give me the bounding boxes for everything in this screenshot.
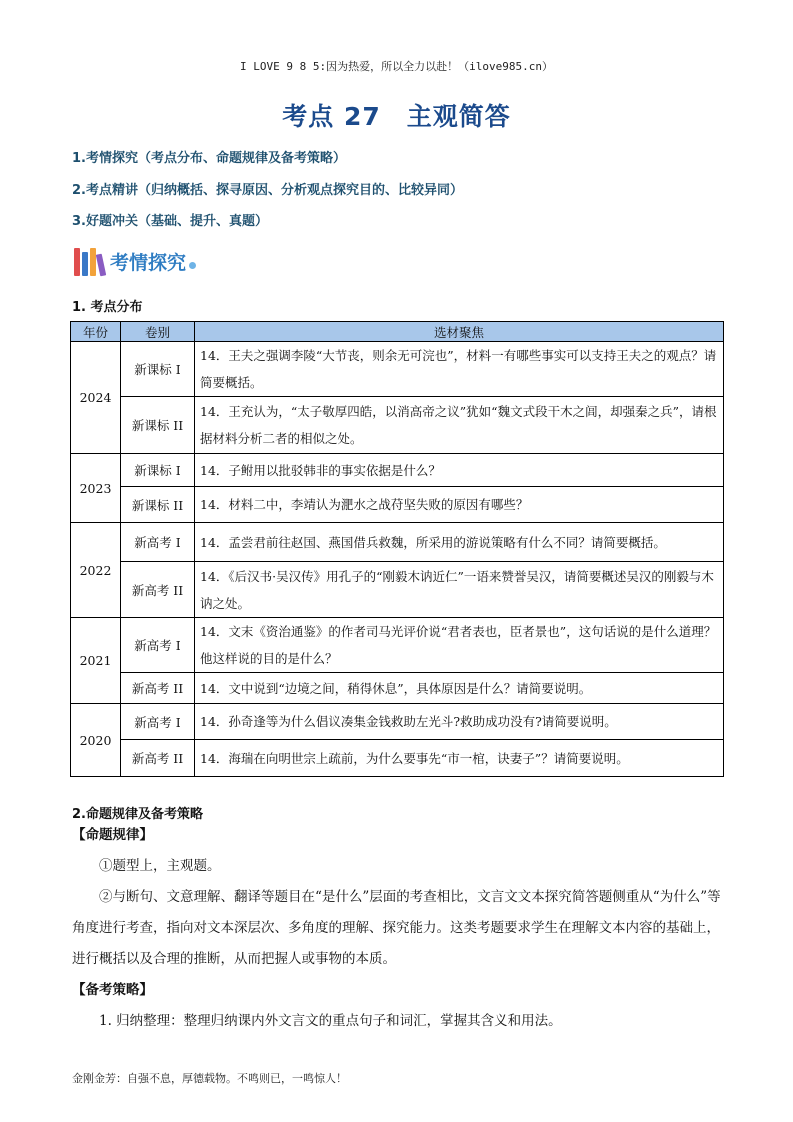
paper-cell: 新课标 II (121, 487, 195, 523)
toc-item-3: 3.好题冲关（基础、提升、真题） (72, 214, 268, 229)
year-cell: 2022 (71, 523, 121, 618)
table-header-row (71, 322, 724, 342)
question-cell: 14．《后汉书·吴汉传》用孔子的“刚毅木讷近仁”一语来赞誉吴汉，请简要概述吴汉的刚毅与木讷之处。 (195, 562, 724, 618)
paper-cell: 新课标 II (121, 397, 195, 454)
table-row (71, 397, 724, 454)
dot-icon (189, 262, 196, 269)
rule-item: ①题型上，主观题。 (99, 858, 221, 874)
paper-cell: 新高考 II (121, 673, 195, 704)
paper-cell: 新高考 I (121, 618, 195, 673)
question-cell: 14．材料二中，李靖认为淝水之战苻坚失败的原因有哪些？ (195, 487, 724, 523)
question-cell: 14．孟尝君前往赵国、燕国借兵救魏，所采用的游说策略有什么不同？请简要概括。 (195, 523, 724, 562)
table-row (71, 523, 724, 562)
year-cell: 2020 (71, 704, 121, 777)
paper-cell: 新高考 II (121, 562, 195, 618)
question-cell: 14．孙奇逢等为什么倡议凑集金钱救助左光斗?救助成功没有?请简要说明。 (195, 704, 724, 740)
question-cell: 14．文末《资治通鉴》的作者司马光评价说“君者表也，臣者景也”，这句话说的是什么道理？他这样说的目的是什么？ (195, 618, 724, 673)
rules-block (72, 820, 724, 1037)
books-icon (74, 246, 104, 276)
banner-title: 考情探究 (110, 251, 187, 274)
table-row (71, 673, 724, 704)
table-row (71, 454, 724, 487)
paper-cell: 新高考 I (121, 523, 195, 562)
table-row (71, 740, 724, 777)
paper-cell: 新课标 I (121, 342, 195, 397)
table-row (71, 487, 724, 523)
page-footer: 金刚金芳：自强不息，厚德载物。不鸣则已，一鸣惊人！ (72, 1072, 347, 1085)
page-header: I LOVE 9 8 5:因为热爱，所以全力以赴！（ilove985.cn） (240, 60, 553, 73)
col-focus: 选材聚焦 (195, 322, 724, 342)
toc-item-1: 1.考情探究（考点分布、命题规律及备考策略） (72, 151, 346, 166)
question-cell: 14．王夫之强调李陵“大节丧，则余无可浣也”，材料一有哪些事实可以支持王夫之的观点？请简要概括。 (195, 342, 724, 397)
question-cell: 14．海瑞在向明世宗上疏前，为什么要事先“市一棺，诀妻子”？请简要说明。 (195, 740, 724, 777)
rule-item: ②与断句、文意理解、翻译等题目在“是什么”层面的考查相比，文言文文本探究简答题侧重从“为什么”等角度进行考查，指向对文本深层次、多角度的理解、探究能力。这类考题要求学生在理解文本内容的基础上，进行概括以及合理的推断，从而把握人或事物的本质。 (72, 889, 721, 967)
section-heading-distribution: 1. 考点分布 (72, 300, 143, 315)
question-cell: 14．子鲋用以批驳韩非的事实依据是什么？ (195, 454, 724, 487)
toc-item-2: 2.考点精讲（归纳概括、探寻原因、分析观点探究目的、比较异同） (72, 183, 463, 198)
section-banner (74, 244, 196, 278)
year-cell: 2023 (71, 454, 121, 523)
table-row (71, 704, 724, 740)
question-cell: 14．文中说到“边境之间，稍得休息”，具体原因是什么？请简要说明。 (195, 673, 724, 704)
strategy-heading: 【备考策略】 (72, 982, 153, 998)
year-cell: 2024 (71, 342, 121, 454)
section-heading-rules: 2.命题规律及备考策略 (72, 807, 203, 822)
paper-cell: 新高考 II (121, 740, 195, 777)
table-row (71, 618, 724, 673)
question-cell: 14．王充认为，“太子敬厚四皓，以消高帝之议”犹如“魏文式段干木之闾，却强秦之兵”，请根据材料分析二者的相似之处。 (195, 397, 724, 454)
table-row (71, 562, 724, 618)
strategy-item: 1. 归纳整理：整理归纳课内外文言文的重点句子和词汇，掌握其含义和用法。 (99, 1013, 562, 1029)
year-cell: 2021 (71, 618, 121, 704)
rules-heading: 【命题规律】 (72, 827, 153, 843)
distribution-table (70, 321, 724, 777)
col-paper: 卷别 (121, 322, 195, 342)
col-year: 年份 (71, 322, 121, 342)
table-row (71, 342, 724, 397)
paper-cell: 新课标 I (121, 454, 195, 487)
paper-cell: 新高考 I (121, 704, 195, 740)
page-title: 考点 27 主观简答 (282, 102, 511, 131)
